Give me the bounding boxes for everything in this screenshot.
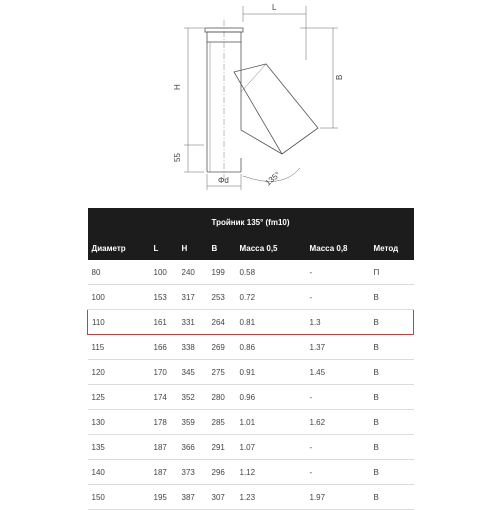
header-b: B — [208, 236, 236, 260]
table-cell: B — [370, 285, 414, 310]
table-row — [88, 260, 414, 285]
table-cell: 269 — [208, 335, 236, 360]
table-row — [88, 460, 414, 485]
table-row-highlighted — [88, 310, 414, 335]
table-cell: 1.62 — [306, 410, 370, 435]
table-cell: 187 — [150, 435, 178, 460]
branch-joint-upper — [241, 64, 266, 92]
table-cell: - — [306, 435, 370, 460]
table-cell: 170 — [150, 360, 178, 385]
table-cell: 366 — [178, 435, 208, 460]
table-cell: 1.01 — [236, 410, 306, 435]
table-cell: B — [370, 310, 414, 335]
table-title-row — [88, 208, 414, 236]
table-cell: - — [306, 460, 370, 485]
table-row — [88, 285, 414, 310]
table-cell: 100 — [150, 260, 178, 285]
table-cell: 0.81 — [236, 310, 306, 335]
table-cell: 373 — [178, 460, 208, 485]
table-cell: 0.91 — [236, 360, 306, 385]
branch-joint-lower — [241, 130, 282, 154]
tee-drawing-svg — [0, 0, 500, 200]
table-cell: 1.23 — [236, 485, 306, 510]
table-cell: - — [306, 385, 370, 410]
table-row — [88, 485, 414, 510]
table-cell: B — [370, 385, 414, 410]
table-cell: 1.37 — [306, 335, 370, 360]
table-cell: 285 — [208, 410, 236, 435]
header-h: H — [178, 236, 208, 260]
branch-body — [234, 64, 318, 154]
table-cell: 296 — [208, 460, 236, 485]
table-row — [88, 335, 414, 360]
table-cell: 291 — [208, 435, 236, 460]
table-cell: 161 — [150, 310, 178, 335]
table-cell: B — [370, 460, 414, 485]
table-cell: 195 — [150, 485, 178, 510]
table-cell: 187 — [150, 460, 178, 485]
header-mass-05: Масса 0,5 — [236, 236, 306, 260]
table-cell: 199 — [208, 260, 236, 285]
table-cell: 359 — [178, 410, 208, 435]
table-cell: 240 — [178, 260, 208, 285]
table-cell: 345 — [178, 360, 208, 385]
table-cell: 352 — [178, 385, 208, 410]
table-cell: 307 — [208, 485, 236, 510]
table-cell: 120 — [88, 360, 150, 385]
table-cell: 264 — [208, 310, 236, 335]
spec-table — [87, 208, 414, 510]
table-body — [88, 260, 414, 510]
dim-L-label: L — [272, 3, 277, 12]
table-cell: B — [370, 360, 414, 385]
table-title: Тройник 135° (fm10) — [88, 208, 414, 236]
table-cell: 387 — [178, 485, 208, 510]
dim-55-label: 55 — [173, 153, 182, 162]
table-cell: 174 — [150, 385, 178, 410]
table-cell: 338 — [178, 335, 208, 360]
table-cell: B — [370, 435, 414, 460]
dim-d-label: Φd — [218, 176, 229, 185]
table-cell: 1.45 — [306, 360, 370, 385]
table-cell: 331 — [178, 310, 208, 335]
table-row — [88, 360, 414, 385]
table-cell: 1.3 — [306, 310, 370, 335]
header-mass-08: Масса 0,8 — [306, 236, 370, 260]
table-cell: П — [370, 260, 414, 285]
table-cell: 140 — [88, 460, 150, 485]
dim-angle-label: 135° — [263, 170, 282, 188]
table-row — [88, 410, 414, 435]
table-cell: B — [370, 485, 414, 510]
table-cell: 125 — [88, 385, 150, 410]
table-cell: 135 — [88, 435, 150, 460]
table-row — [88, 435, 414, 460]
table-cell: 166 — [150, 335, 178, 360]
table-cell: 1.97 — [306, 485, 370, 510]
table-cell: - — [306, 285, 370, 310]
table-cell: 1.12 — [236, 460, 306, 485]
table-cell: B — [370, 410, 414, 435]
spec-table-container — [87, 208, 413, 510]
table-cell: - — [306, 260, 370, 285]
table-cell: 100 — [88, 285, 150, 310]
table-cell: B — [370, 335, 414, 360]
header-l: L — [150, 236, 178, 260]
table-cell: 150 — [88, 485, 150, 510]
table-cell: 80 — [88, 260, 150, 285]
table-cell: 0.86 — [236, 335, 306, 360]
table-header-row — [88, 236, 414, 260]
tee-technical-drawing — [0, 0, 500, 200]
table-cell: 280 — [208, 385, 236, 410]
table-cell: 317 — [178, 285, 208, 310]
table-cell: 130 — [88, 410, 150, 435]
table-cell: 153 — [150, 285, 178, 310]
table-cell: 0.72 — [236, 285, 306, 310]
dim-B-label: B — [335, 74, 344, 80]
table-cell: 0.96 — [236, 385, 306, 410]
dim-H-label: H — [173, 84, 182, 90]
table-cell: 253 — [208, 285, 236, 310]
table-row — [88, 385, 414, 410]
table-cell: 110 — [88, 310, 150, 335]
table-cell: 0.58 — [236, 260, 306, 285]
header-diameter: Диаметр — [88, 236, 150, 260]
header-method: Метод — [370, 236, 414, 260]
table-cell: 1.07 — [236, 435, 306, 460]
table-cell: 115 — [88, 335, 150, 360]
table-cell: 275 — [208, 360, 236, 385]
table-cell: 178 — [150, 410, 178, 435]
